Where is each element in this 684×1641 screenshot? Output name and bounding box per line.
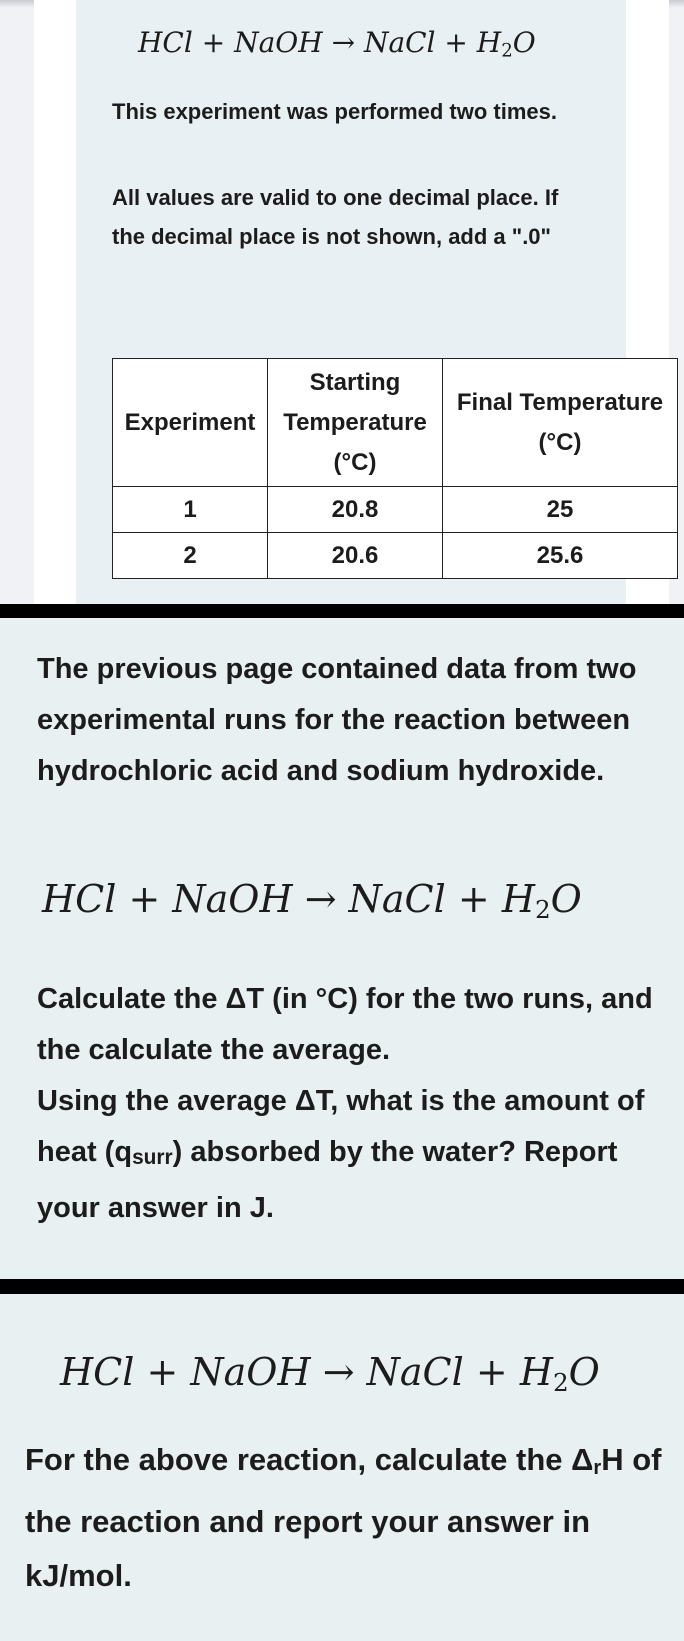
question-panel-2 [0, 618, 684, 1279]
header-starting-temperature: Starting Temperature (°C) [268, 359, 443, 487]
table-row [113, 487, 678, 533]
equation-arrow: → [322, 1350, 355, 1394]
delta-t-question: Calculate the ΔT (in °C) for the two runs, and the calculate the average. [37, 983, 653, 1066]
panel-2-intro: The previous page contained data from two experimental runs for the reaction between hydrochloric acid and sodium hydroxide. [37, 653, 637, 787]
header-final-temperature: Final Temperature (°C) [443, 359, 678, 487]
equation-product-water: $H_2O$ [476, 26, 536, 62]
cell-final-temp: 25 [443, 487, 678, 533]
heat-question-emphasis: amount of heat (qsurr) [37, 1085, 645, 1170]
equation-plus: + [128, 877, 161, 921]
equation-arrow: → [304, 877, 337, 921]
equation-reactant-naoh: NaOH [234, 26, 323, 59]
experiment-intro: This experiment was performed two times. [112, 99, 558, 124]
question-panel-3 [0, 1294, 684, 1641]
equation-product-water: $H_2O$ [519, 1350, 600, 1398]
section-divider [0, 1279, 684, 1294]
cell-starting-temp: 20.8 [268, 487, 443, 533]
equation-arrow: → [331, 26, 356, 59]
equation-product-water: $H_2O$ [501, 877, 582, 925]
cell-experiment: 1 [113, 487, 268, 533]
enthalpy-question: For the above reaction, calculate the $\Delta_rH$ of the reaction and report your answer in kJ/mol. [25, 1442, 662, 1594]
section-divider [0, 604, 684, 618]
heat-question: Using the average ΔT, what is the amount of heat (qsurr) absorbed by the water? Report your answer in J. [37, 1085, 645, 1225]
table-row [113, 533, 678, 579]
reaction-equation [138, 26, 536, 62]
equation-reactant-hcl: HCl [60, 1350, 135, 1394]
enthalpy-question-emphasis: calculate the $\Delta_rH$ of the reaction [25, 1442, 662, 1540]
decimal-note: All values are valid to one decimal place. If the decimal place is not shown, add a ".0" [112, 185, 559, 249]
equation-reactant-hcl: HCl [138, 26, 193, 59]
equation-reactant-naoh: NaOH [172, 877, 293, 921]
equation-reactant-naoh: NaOH [190, 1350, 311, 1394]
reaction-equation [60, 1350, 600, 1397]
equation-reactant-hcl: HCl [42, 877, 117, 921]
equation-plus: + [146, 1350, 179, 1394]
equation-plus: + [201, 26, 226, 59]
equation-plus: + [475, 1350, 508, 1394]
equation-product-nacl: NaCl [366, 1350, 464, 1394]
cell-final-temp: 25.6 [443, 533, 678, 579]
equation-plus: + [457, 877, 490, 921]
reaction-equation [42, 877, 582, 924]
temperature-table [112, 358, 678, 579]
header-experiment: Experiment [113, 359, 268, 487]
table-header-row [113, 359, 678, 487]
cell-starting-temp: 20.6 [268, 533, 443, 579]
equation-product-nacl: NaCl [363, 26, 436, 59]
cell-experiment: 2 [113, 533, 268, 579]
equation-plus: + [444, 26, 468, 59]
equation-product-nacl: NaCl [348, 877, 446, 921]
